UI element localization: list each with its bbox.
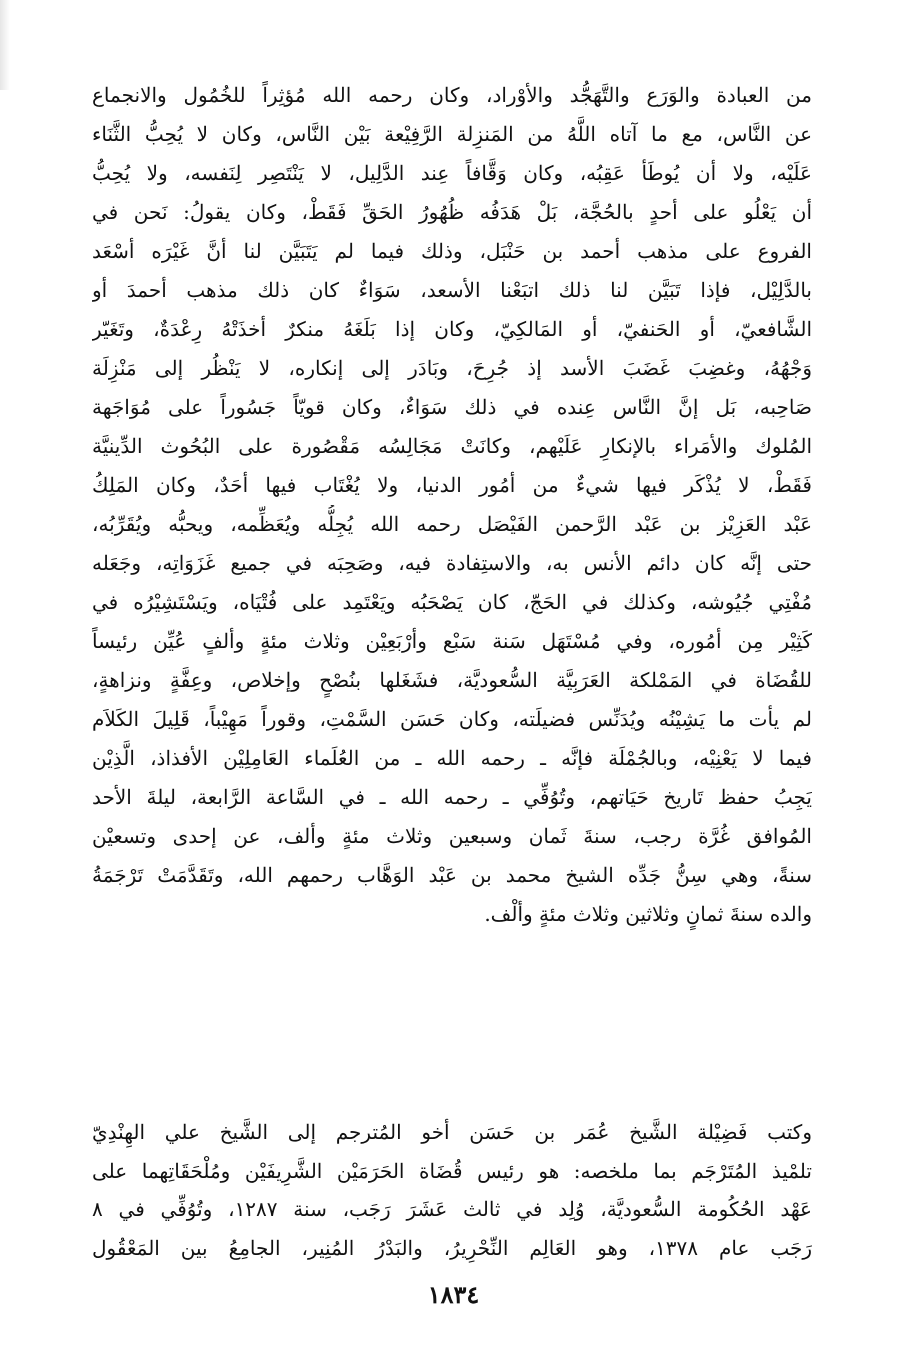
text-line: صَاحِبه، بَل إنَّ النَّاس عِنده في ذلك سَوَاءٌ، وكان قويّاً جَسُوراً على مُوَاجَهة — [92, 395, 812, 419]
text-line: وكتب فَضِيْلة الشَّيخ عُمَر بن حَسَن أخو المُترجم إلى الشَّيخ علي الهِنْدِيّ — [92, 1120, 812, 1144]
text-line: وَجْهُهُ، وغضِبَ غَضَبَ الأسد إذ جُرِحَ، وبَادَر إلى إنكاره، لا يَنْظُر إلى مَنْزِلَة — [92, 356, 812, 380]
text-line: مُفْتِي جُيُوشه، وكذلك في الحَجّ، كان يَصْحَبُه ويَعْتَمِد على فُتْيَاه، ويَسْتَشِيْرُه في — [92, 590, 812, 614]
text-line: عَبْد العَزِيْز بن عَبْد الرَّحمن الفَيْصَل رحمه الله يُجِلُّه ويُعَظِّمه، ويحبُّه ويُقَرِّبُه، — [92, 512, 812, 536]
text-line: سنةً، وهي سِنُّ جَدِّه الشيخ محمد بن عَبْد الوَهَّاب رحمهم الله، وتَقَدَّمَتْ تَرْجَمَةُ — [92, 863, 812, 887]
text-line: الشَّافعيّ، أو الحَنفيّ، أو المَالكِيّ، وكان إذا بَلَغَهُ منكرٌ أخذَتْهُ رِعْدَةٌ، وتَغَيّر — [92, 317, 812, 341]
text-line: المُوافق غُرَّة رجب، سنةَ ثَمان وسبعين وثلاث مئةٍ وألف، عن إحدى وتسعيْن — [92, 824, 812, 848]
text-line: كَثِيْر مِن أمُوره، وفي مُسْتَهَل سَنة سَبْع وأرْبَعِيْن وثلاث مئةٍ وألفٍ عُيِّن رئيساً — [92, 629, 812, 653]
text-line: تلمْيذ المُتَرْجَم بما ملخصه: هو رئيس قُضَاة الحَرَمَيْن الشَّرِيفَيْن ومُلْحَقَاتِهما على — [92, 1158, 812, 1183]
scan-edge-shadow — [0, 0, 10, 90]
text-line: لم يأت ما يَشِيْنُه ويُدَنِّس فضيلَته، وكان حَسَن السَّمْتِ، وقوراً مَهِيْباً، قَلِيلَ الكَلاَم — [92, 707, 812, 731]
text-line: أن يَعْلُو على أحدٍ بالحُجَّة، بَلْ هَدَفُه ظُهُورُ الحَقِّ فَقَطْ، وكان يقولُ: نَحن في — [92, 200, 812, 224]
text-line: عن النَّاس، مع ما آتاه اللَّهُ من المَنزِلة الرَّفِيْعة بَيْن النَّاس، وكان لا يُحِبُّ الثَّنَاء — [92, 122, 812, 146]
text-line: فيما لا يَعْنِيْه، وبالجُمْلَة فإنَّه ـ رحمه الله ـ من العُلَماء العَامِلِيْن الأفذاذ، الَّذِيْن — [92, 746, 812, 770]
paragraph-1 — [92, 76, 812, 934]
text-line: من العبادة والوَرَع والتَّهَجُّد والأوْراد، وكان رحمه الله مُؤثِراً للخُمُول والانجماع — [92, 83, 812, 107]
page-number: ١٨٣٤ — [427, 1280, 480, 1309]
text-line: رَجَب عام ١٣٧٨، وهو العَالِم النِّحْرِيرُ، والبَدْرُ المُنِير، الجامِعُ بين المَعْقُول — [92, 1235, 812, 1260]
text-line: فَقَطْ، لا يُذْكَر فيها شيءٌ من أمُور الدنيا، ولا يُغْتَاب فيها أحَدٌ، وكان المَلِكُ — [92, 473, 812, 497]
paragraph-2 — [92, 1113, 812, 1267]
text-line: المُلوك والأمَراء بالإنكارِ عَلَيْهم، وكانَتْ مَجَالِسُه مَقْصُورة على البُحُوث الدِّينيَّة — [92, 434, 812, 458]
text-line: يَجِبُ حفظ تَاريخ حَيَاتهم، وتُوُفِّي ـ رحمه الله ـ في السَّاعة الرَّابعة، ليلةَ الأحد — [92, 785, 812, 809]
text-line: عَهْد الحُكُومة السُّعوديَّة، وُلِد في ثالث عَشَرَ رَجَب، سنة ١٢٨٧، وتُوُفِّي في ٨ — [92, 1197, 812, 1221]
text-line: عَلَيْه، ولا أن يُوطَأ عَقِبُه، وكان وَقَّافاً عِند الدَّلِيل، لا يَنْتَصِر لِنَفسه، ولا يُحِبُّ — [92, 161, 812, 185]
text-line: والده سنةَ ثمانٍ وثلاثين وثلاث مئةٍ وألْف. — [484, 902, 812, 926]
text-line: للقُضَاة في المَمْلكة العَرَبِيَّة السُّعوديَّة، فشَغَلها بنُصْحٍ وإخلاص، وعِفَّةٍ ونزاهةٍ، — [92, 668, 812, 692]
text-line: بالدَّلِيْل، فإذا تَبَيَّن لنا ذلك اتبَعْنا الأسعد، سَوَاءٌ كان ذلك مذهب أحمدَ أو — [92, 278, 812, 302]
text-line: الفروع على مذهب أحمد بن حَنْبَل، وذلك فيما لم يَتَبَيَّن لنا أنَّ غَيْرَه أسْعَد — [92, 239, 812, 263]
text-line: حتى إنَّه كان دائم الأنس به، والاستِفادة فيه، وصَحِبَه في جميع غَزَوَاتِه، وجَعَله — [92, 551, 812, 575]
